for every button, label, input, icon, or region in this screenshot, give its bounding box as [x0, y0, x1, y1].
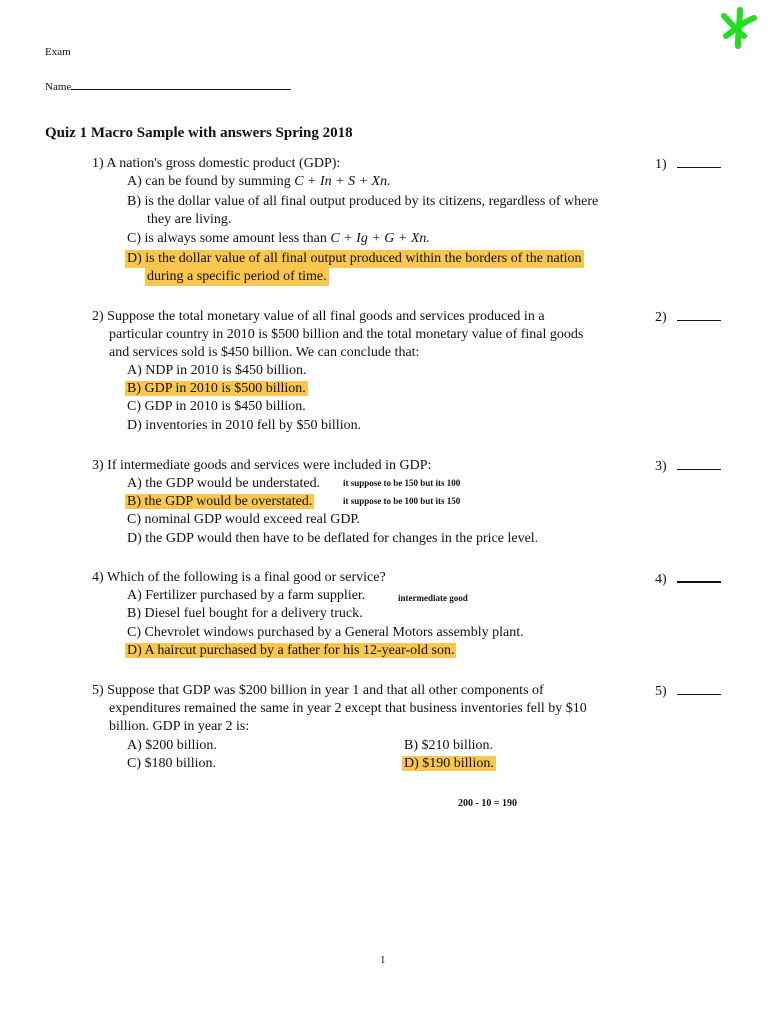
question-5-option-a: A) $200 billion.	[127, 738, 217, 753]
question-4-number: 4)	[655, 572, 667, 587]
option-text: A) can be found by summing	[127, 174, 295, 189]
handwritten-note: it suppose to be 150 but its 100	[343, 478, 461, 488]
stem-line: billion. GDP in year 2 is:	[109, 719, 250, 734]
question-2-stem	[92, 308, 583, 362]
option-text: B) GDP in 2010 is $500 billion.	[127, 381, 306, 396]
answer-blank	[677, 682, 721, 695]
question-3-option-c: C) nominal GDP would exceed real GDP.	[127, 512, 361, 527]
option-text: D) A haircut purchased by a father for his 12-year-old son.	[127, 643, 455, 658]
question-1-answer-slot	[655, 155, 721, 174]
question-3-answer-slot	[655, 457, 721, 476]
question-4-option-a: A) Fertilizer purchased by a farm supplier.	[127, 588, 366, 603]
stem-line: and services sold is $450 billion. We can conclude that:	[109, 345, 420, 360]
question-3-option-a: A) the GDP would be understated.	[127, 476, 321, 491]
question-3-option-b-highlighted	[125, 493, 314, 511]
question-4-option-d-highlighted	[125, 642, 456, 660]
question-5-option-c: C) $180 billion.	[127, 756, 217, 771]
answer-blank	[677, 569, 721, 583]
question-3-stem: 3) If intermediate goods and services were included in GDP:	[92, 458, 432, 473]
work-note: 200 - 10 = 190	[458, 798, 518, 809]
question-2-option-a: A) NDP in 2010 is $450 billion.	[127, 363, 307, 378]
option-line: they are living.	[147, 212, 232, 227]
handwritten-note: intermediate good	[398, 593, 468, 603]
question-2-answer-slot	[655, 308, 721, 327]
option-line: D) is the dollar value of all final output produced within the borders of the nation	[127, 251, 582, 266]
option-line: B) is the dollar value of all final output produced by its citizens, regardless of where	[127, 194, 599, 209]
question-5-answer-slot	[655, 682, 721, 701]
question-2-option-c: C) GDP in 2010 is $450 billion.	[127, 399, 306, 414]
question-3-number: 3)	[655, 459, 667, 474]
question-4-option-b: B) Diesel fuel bought for a delivery truck.	[127, 606, 363, 621]
formula: C + Ig + G + Xn.	[330, 231, 430, 246]
stem-line: expenditures remained the same in year 2 except that business inventories fell by $10	[109, 701, 587, 716]
page-number: 1	[380, 954, 386, 966]
handwritten-note: it suppose to be 100 but its 150	[343, 496, 461, 506]
question-3-option-d: D) the GDP would then have to be deflated for changes in the price level.	[127, 531, 539, 546]
name-label: Name	[45, 81, 72, 93]
option-text: C) is always some amount less than	[127, 231, 331, 246]
question-1-option-d-highlighted	[125, 250, 584, 286]
question-1-number: 1)	[655, 157, 667, 172]
answer-blank	[677, 457, 721, 470]
answer-blank	[677, 155, 721, 168]
question-2-option-d: D) inventories in 2010 fell by $50 billion.	[127, 418, 362, 433]
name-field	[45, 78, 291, 93]
name-line	[71, 78, 291, 90]
formula: C + In + S + Xn.	[294, 174, 391, 189]
question-1-option-c	[127, 230, 430, 248]
answer-blank	[677, 308, 721, 321]
option-text: D) $190 billion.	[404, 756, 494, 771]
question-1-stem: 1) A nation's gross domestic product (GDP):	[92, 156, 341, 171]
question-1-option-a	[127, 173, 391, 191]
question-5-number: 5)	[655, 684, 667, 699]
stem-line: particular country in 2010 is $500 billion and the total monetary value of final goods	[109, 327, 584, 342]
green-check-mark	[716, 6, 760, 50]
question-2-option-b-highlighted	[125, 380, 308, 398]
quiz-title: Quiz 1 Macro Sample with answers Spring 2018	[45, 125, 353, 141]
question-1-option-b	[127, 193, 598, 229]
question-4-option-c: C) Chevrolet windows purchased by a General Motors assembly plant.	[127, 625, 524, 640]
question-2-number: 2)	[655, 310, 667, 325]
exam-label: Exam	[45, 46, 71, 58]
question-5-stem	[92, 682, 587, 736]
question-4-answer-slot	[655, 569, 721, 589]
option-text: B) the GDP would be overstated.	[127, 494, 313, 509]
question-5-option-b: B) $210 billion.	[404, 738, 494, 753]
option-line: during a specific period of time.	[147, 269, 327, 284]
stem-line: 5) Suppose that GDP was $200 billion in year 1 and that all other components of	[92, 683, 544, 698]
stem-line: 2) Suppose the total monetary value of all final goods and services produced in a	[92, 309, 545, 324]
question-5-option-d-highlighted	[402, 755, 496, 773]
question-4-stem: 4) Which of the following is a final good or service?	[92, 570, 386, 585]
